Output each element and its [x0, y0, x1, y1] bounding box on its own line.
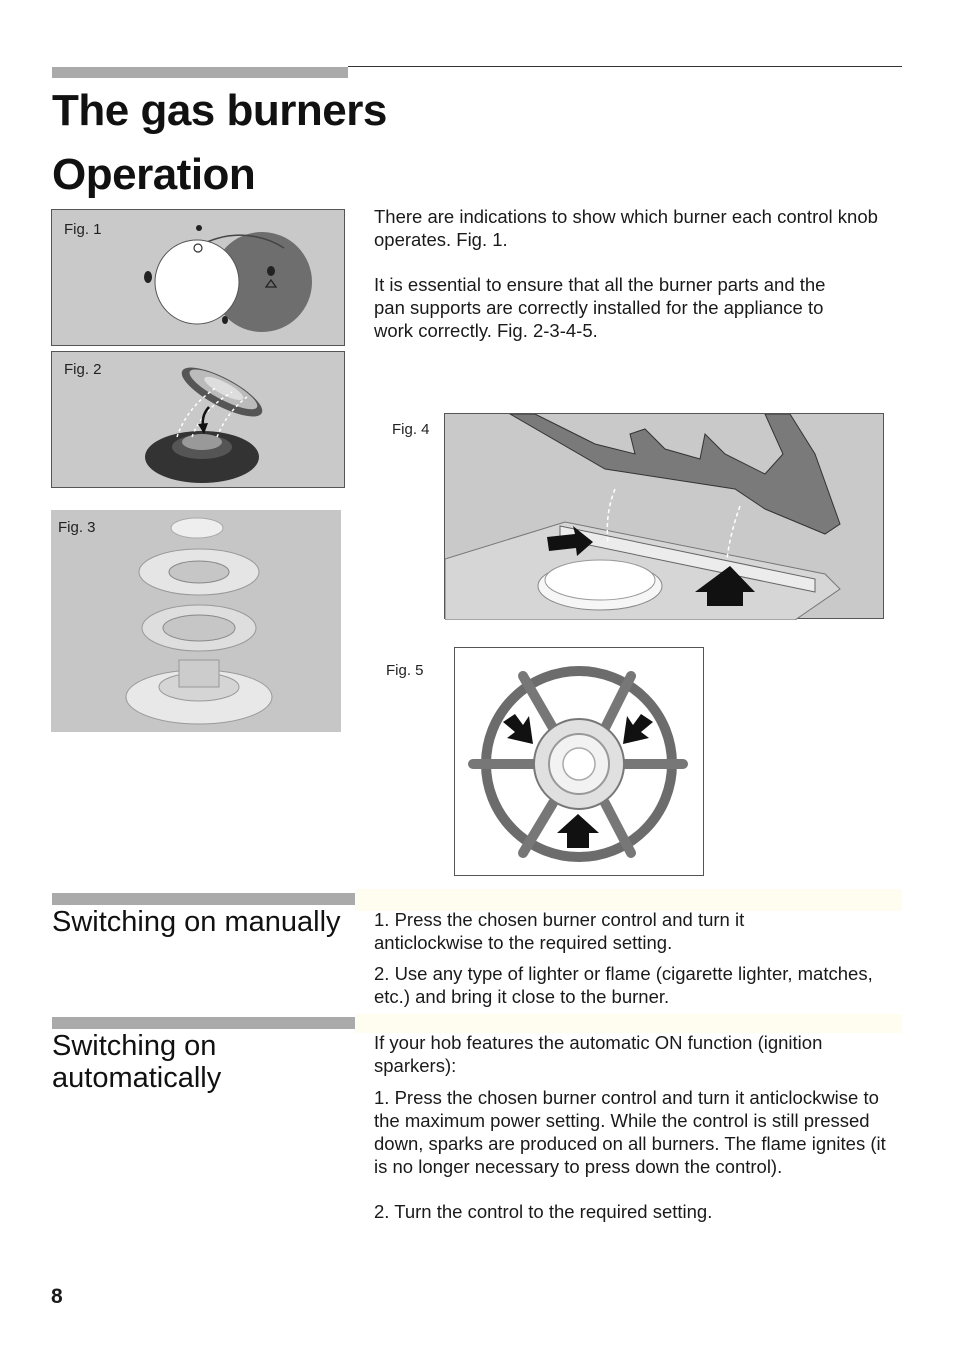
- manual-section-heading: Switching on manually: [52, 906, 341, 938]
- figure-1-control-knob: [51, 209, 345, 346]
- automatic-section-heading: Switching on automatically: [52, 1030, 222, 1094]
- pan-support-illustration: [445, 414, 885, 620]
- figure-3-burner-parts: [51, 510, 341, 732]
- automatic-step-1: 1. Press the chosen burner control and turn it anticlockwise to the maximum power setting. While the control is still pressed down, sparks are produced on all burners. The flame ignites (it is no longer necessary to press down the control).: [374, 1087, 886, 1177]
- figure-1-label: Fig. 1: [64, 221, 102, 238]
- figure-5-burner-top-view: [454, 647, 704, 876]
- exploded-burner-illustration: [51, 510, 341, 732]
- automatic-step-2: 2. Turn the control to the required setting.: [374, 1201, 713, 1222]
- title-accent-bar: [52, 67, 348, 78]
- automatic-intro: If your hob features the automatic ON function (ignition sparkers):: [374, 1032, 823, 1076]
- control-knob-illustration: [52, 210, 346, 347]
- title-rule: [348, 66, 902, 67]
- page-number: 8: [51, 1285, 63, 1308]
- burner-top-view-illustration: [455, 648, 705, 877]
- automatic-section-bar: [52, 1017, 355, 1029]
- page-title: The gas burners: [52, 86, 387, 135]
- figure-4-pan-support: [444, 413, 884, 619]
- page-subtitle: Operation: [52, 150, 256, 199]
- intro-paragraph-1: There are indications to show which burner each control knob operates. Fig. 1.: [374, 206, 878, 250]
- intro-paragraph-2: It is essential to ensure that all the burner parts and the pan supports are correctly installed for the appliance to work correctly. Fig. 2-3-4-5.: [374, 274, 826, 341]
- manual-step-2: 2. Use any type of lighter or flame (cigarette lighter, matches, etc.) and bring it close to the burner.: [374, 963, 873, 1007]
- manual-step-1: 1. Press the chosen burner control and turn it anticlockwise to the required setting.: [374, 909, 745, 953]
- figure-3-label: Fig. 3: [58, 519, 96, 536]
- figure-4-label: Fig. 4: [392, 421, 430, 438]
- figure-2-label: Fig. 2: [64, 361, 102, 378]
- manual-section-bar: [52, 893, 355, 905]
- figure-5-label: Fig. 5: [386, 662, 424, 679]
- figure-2-burner-assembly: [51, 351, 345, 488]
- burner-cap-illustration: [52, 352, 346, 489]
